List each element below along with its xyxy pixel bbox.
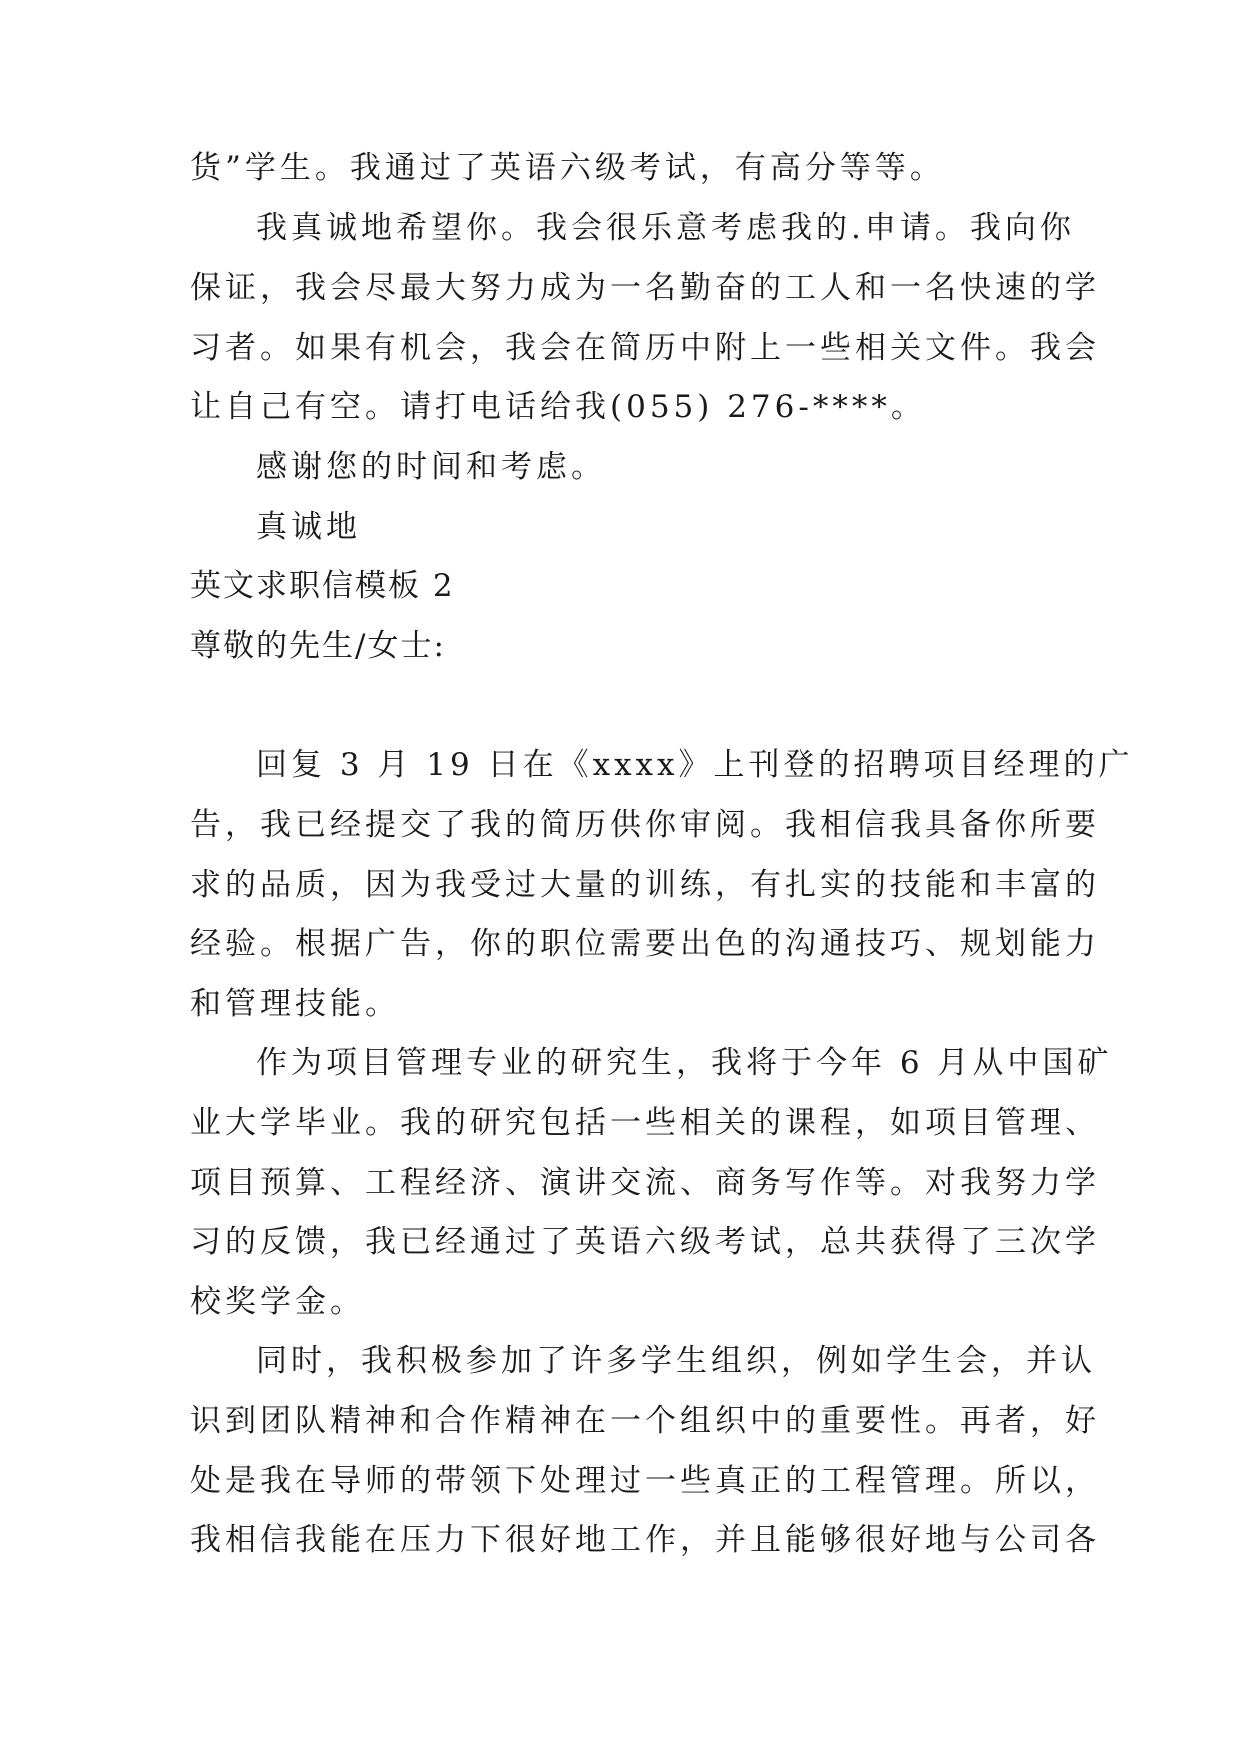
paragraph-line: 习的反馈，我已经通过了英语六级考试，总共获得了三次学 bbox=[190, 1224, 1100, 1260]
paragraph-line: 和管理技能。 bbox=[190, 986, 400, 1022]
paragraph-line: 我真诚地希望你。我会很乐意考虑我的.申请。我向你 bbox=[256, 210, 1075, 246]
paragraph-line: 项目预算、工程经济、演讲交流、商务写作等。对我努力学 bbox=[190, 1165, 1100, 1201]
paragraph-line: 校奖学金。 bbox=[190, 1284, 365, 1320]
paragraph-line: 同时，我积极参加了许多学生组织，例如学生会，并认 bbox=[256, 1343, 1096, 1379]
paragraph-line: 识到团队精神和合作精神在一个组织中的重要性。再者，好 bbox=[190, 1403, 1100, 1439]
paragraph-line: 业大学毕业。我的研究包括一些相关的课程，如项目管理、 bbox=[190, 1105, 1100, 1141]
paragraph-line: 经验。根据广告，你的职位需要出色的沟通技巧、规划能力 bbox=[190, 926, 1100, 962]
paragraph-line: 习者。如果有机会，我会在简历中附上一些相关文件。我会 bbox=[190, 330, 1100, 366]
paragraph-line: 保证，我会尽最大努力成为一名勤奋的工人和一名快速的学 bbox=[190, 270, 1100, 306]
paragraph-line: 我相信我能在压力下很好地工作，并且能够很好地与公司各 bbox=[190, 1522, 1100, 1558]
paragraph-line: 回复 3 月 19 日在《xxxx》上刊登的招聘项目经理的广 bbox=[256, 747, 1134, 783]
salutation: 尊敬的先生/女士: bbox=[190, 628, 446, 664]
paragraph-line: 求的品质，因为我受过大量的训练，有扎实的技能和丰富的 bbox=[190, 867, 1100, 903]
closing-line: 感谢您的时间和考虑。 bbox=[256, 449, 606, 485]
paragraph-line: 让自己有空。请打电话给我(055) 276-****。 bbox=[190, 389, 926, 425]
paragraph-line: 作为项目管理专业的研究生，我将于今年 6 月从中国矿 bbox=[256, 1045, 1113, 1081]
paragraph-line: 告，我已经提交了我的简历供你审阅。我相信我具备你所要 bbox=[190, 807, 1100, 843]
paragraph-line: 处是我在导师的带领下处理过一些真正的工程管理。所以， bbox=[190, 1463, 1100, 1499]
section-heading: 英文求职信模板 2 bbox=[190, 568, 455, 604]
paragraph-line: 货”学生。我通过了英语六级考试，有高分等等。 bbox=[190, 150, 945, 186]
signoff-line: 真诚地 bbox=[256, 509, 361, 545]
